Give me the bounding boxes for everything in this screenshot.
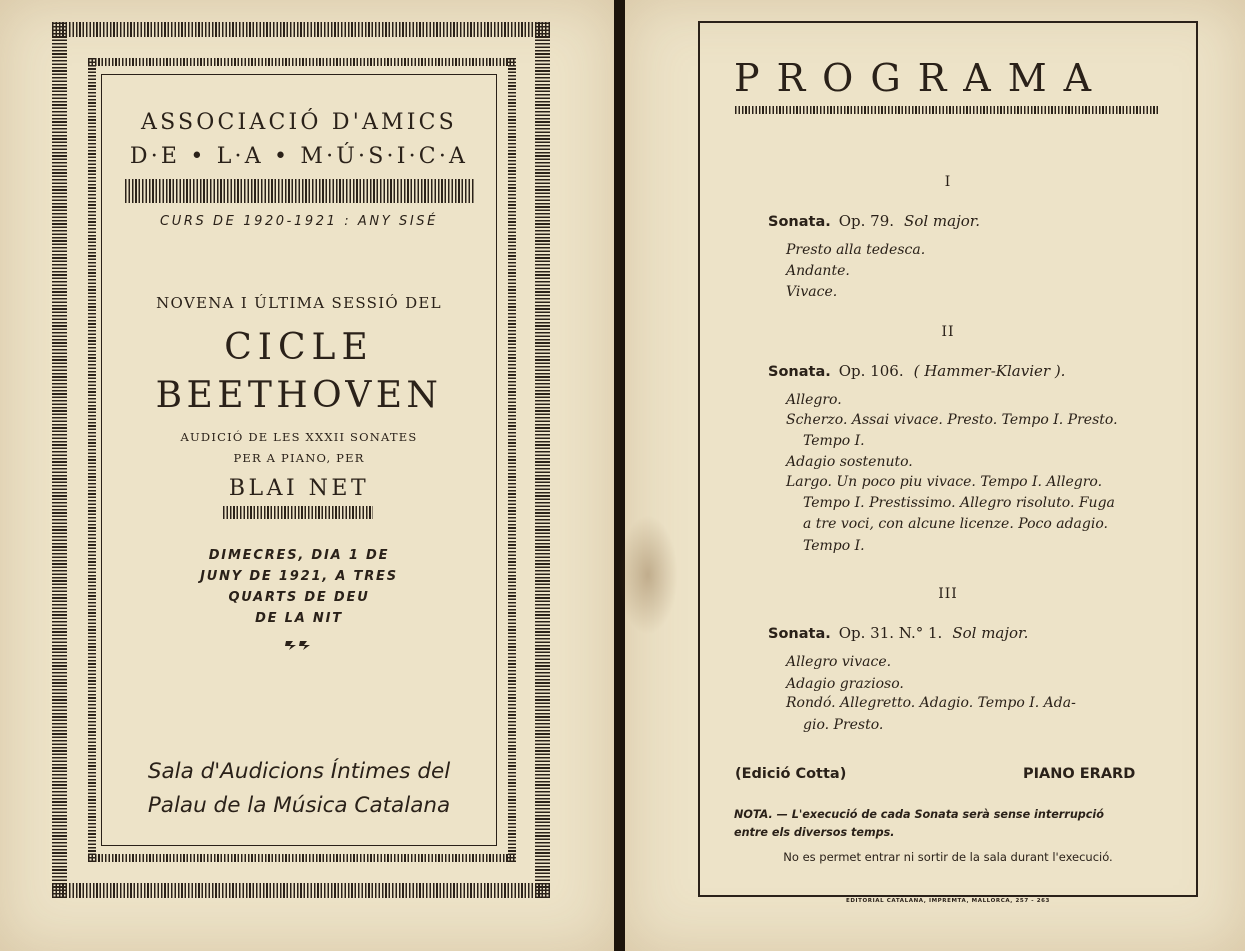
edition-note: (Edició Cotta): [735, 766, 847, 782]
movement: Rondó. Allegretto. Adagio. Tempo I. Ada-: [786, 695, 1076, 711]
performer-divider: [223, 506, 373, 519]
performer-name: BLAI NET: [228, 476, 370, 501]
paper-stain: [618, 515, 678, 635]
venue-line1: Sala d'Audicions Íntimes del: [147, 759, 451, 784]
association-name-line2: D·E • L·A • M·Ú·S·I·C·A: [129, 144, 469, 169]
date-line-2: JUNY DE 1921, A TRES: [200, 569, 398, 584]
section-numeral-1: I: [944, 174, 952, 190]
movement: Tempo I.: [803, 538, 865, 554]
mid-frame-bottom: [88, 854, 516, 862]
date-line-1: DIMECRES, DIA 1 DE: [208, 548, 390, 563]
frame-right-border: [535, 22, 550, 898]
frame-top-border: [52, 22, 550, 37]
movement: Vivace.: [786, 284, 838, 300]
sonata-heading-1: [768, 212, 980, 230]
movement: Allegro.: [786, 392, 842, 408]
movement: Tempo I. Prestissimo. Allegro risoluto. Fuga: [803, 495, 1115, 511]
piano-brand: PIANO ERARD: [1023, 766, 1136, 782]
mid-frame-left: [88, 58, 96, 862]
section-numeral-2: II: [941, 324, 955, 340]
note-line1: NOTA. — L'execució de cada Sonata serà sense interrupció: [734, 808, 1104, 821]
movement: Adagio sostenuto.: [786, 454, 913, 470]
sonata-opus: Op. 31. N.° 1.: [838, 624, 943, 642]
cycle-title-line2: BEETHOVEN: [155, 375, 443, 416]
sonata-key: Sol major.: [904, 212, 981, 230]
cycle-title-line1: CICLE: [224, 327, 374, 368]
movement: Adagio grazioso.: [786, 676, 904, 692]
movement: a tre voci, con alcune licenze. Poco adagio.: [803, 516, 1108, 532]
movement: Tempo I.: [803, 433, 865, 449]
movement: Presto alla tedesca.: [786, 242, 926, 258]
hatched-divider: [125, 179, 475, 203]
sonata-heading-2: [768, 362, 1065, 380]
section-numeral-3: III: [938, 586, 958, 602]
page-gutter: [614, 0, 625, 951]
sonata-label: Sonata.: [768, 214, 831, 230]
movement: Allegro vivace.: [786, 654, 892, 670]
sonata-label: Sonata.: [768, 626, 831, 642]
entry-notice: No es permet entrar ni sortir de la sala durant l'execució.: [783, 850, 1113, 864]
sonata-heading-3: [768, 624, 1028, 642]
title-divider: [735, 106, 1159, 114]
audition-line1: AUDICIÓ DE LES XXXII SONATES: [180, 430, 418, 444]
printer-imprint: EDITORIAL CATALANA, IMPREMTA, MALLORCA, 257 - 263: [846, 898, 1050, 904]
programme-title: PROGRAMA: [734, 56, 1109, 100]
mid-frame-right: [508, 58, 516, 862]
movement: Andante.: [786, 263, 850, 279]
date-line-4: DE LA NIT: [255, 611, 343, 626]
sonata-key: Sol major.: [952, 624, 1029, 642]
movement: gio. Presto.: [803, 717, 884, 733]
frame-left-border: [52, 22, 67, 898]
leaf-ornament-icon: [284, 638, 314, 652]
date-line-3: QUARTS DE DEU: [228, 590, 370, 605]
association-name-line1: ASSOCIACIÓ D'AMICS: [141, 110, 457, 135]
course-year: CURS DE 1920-1921 : ANY SISÉ: [160, 214, 438, 229]
venue-line2: Palau de la Música Catalana: [147, 793, 451, 818]
movement: Largo. Un poco piu vivace. Tempo I. Allegro.: [786, 474, 1103, 490]
sonata-key: ( Hammer-Klavier ).: [913, 362, 1066, 380]
sonata-opus: Op. 79.: [838, 212, 895, 230]
movement: Scherzo. Assai vivace. Presto. Tempo I. Presto.: [786, 412, 1118, 428]
audition-line2: PER A PIANO, PER: [233, 451, 365, 465]
sonata-opus: Op. 106.: [838, 362, 904, 380]
sonata-label: Sonata.: [768, 364, 831, 380]
frame-bottom-border: [52, 883, 550, 898]
mid-frame-top: [88, 58, 516, 66]
note-line2: entre els diversos temps.: [734, 826, 895, 839]
session-label: NOVENA I ÚLTIMA SESSIÓ DEL: [156, 294, 442, 312]
